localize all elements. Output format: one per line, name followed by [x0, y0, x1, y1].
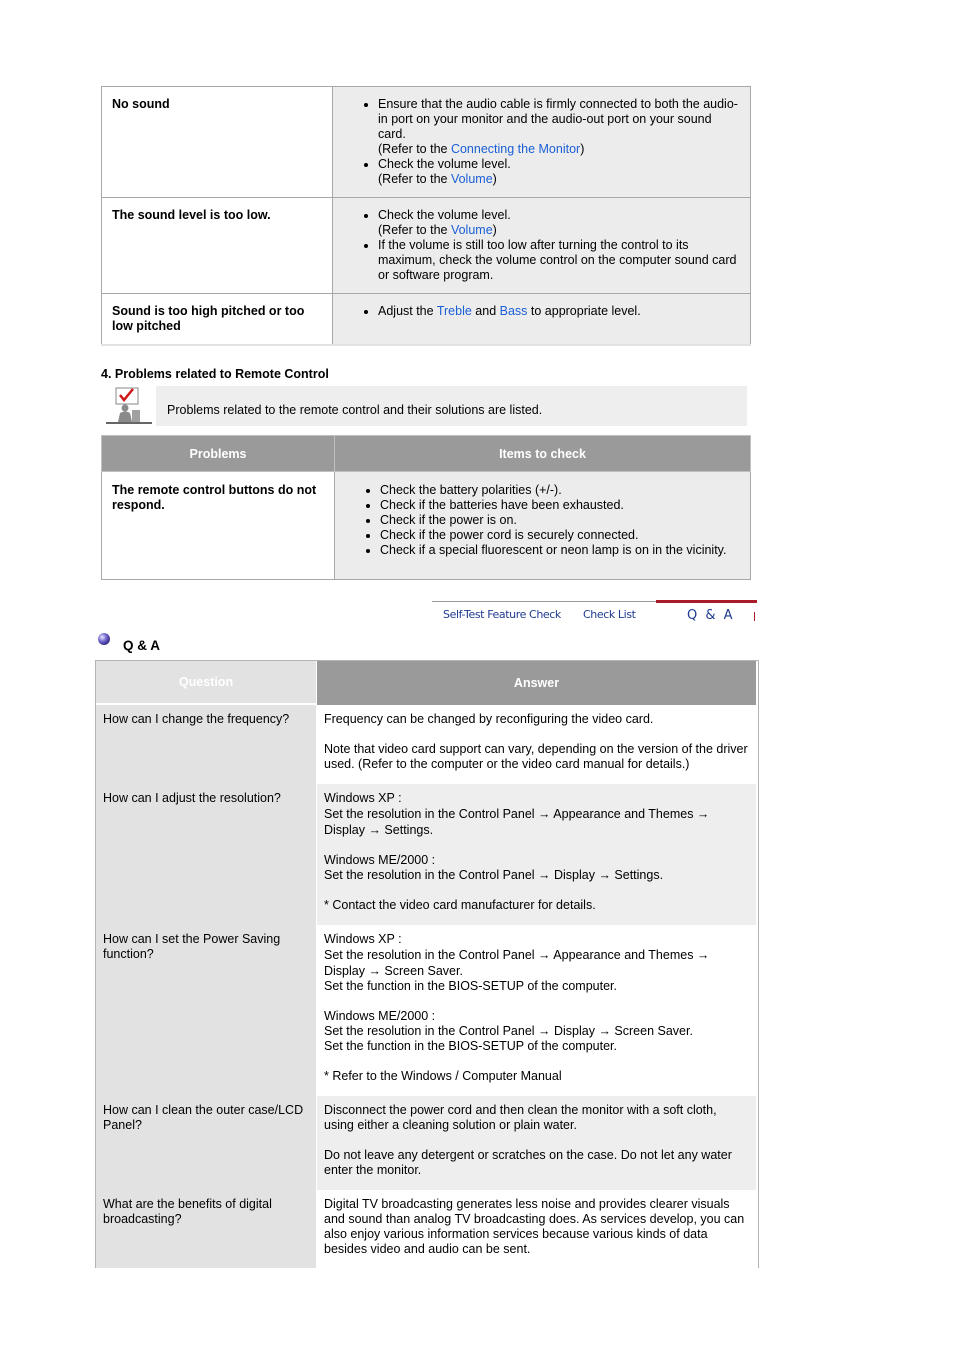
qa-title: Q & A — [123, 638, 160, 653]
table-row — [102, 87, 751, 198]
qa-table — [95, 661, 757, 1268]
question-header: Question — [96, 661, 316, 705]
table-header — [102, 436, 751, 472]
solution-list — [363, 208, 740, 283]
answer-cell: Windows XP : Set the resolution in the Control Panel → Appearance and Themes → Display → Settings. Windows ME/2000 : Set the resolution in the Control Panel → Display → Settings. * Contact the video card manufacturer for details. — [317, 784, 756, 925]
tab-qa[interactable]: Q & A — [687, 608, 735, 623]
list-item: • Ensure that the audio cable is firmly connected to both the audio-in port on your monitor and the audio-out port on your sound card. (Refer to the Connecting the Monitor) — [378, 97, 740, 157]
info-box — [156, 386, 747, 426]
answer-cell: Windows XP : Set the resolution in the Control Panel → Appearance and Themes → Display → Screen Saver. Set the function in the BIOS-SETUP of the computer. Windows ME/2000 : Set the resolution in the Control Panel → Display → Screen Saver. Set the function in the BIOS-SETUP of the computer. * Refer to the Windows / Computer Manual — [317, 925, 756, 1096]
tab-divider — [432, 601, 656, 602]
question-cell: How can I clean the outer case/LCD Panel? — [96, 1096, 316, 1190]
answer-cell: Digital TV broadcasting generates less noise and provides clearer visuals and sound than analog TV broadcasting does. As services develop, you can also enjoy various information services because various kinds of data besides video and audio can be sent. — [317, 1190, 756, 1268]
bullet-orb-icon — [97, 632, 111, 646]
question-cell: How can I set the Power Saving function? — [96, 925, 316, 1096]
list-item: • Check the volume level. (Refer to the Volume) — [378, 157, 740, 187]
solution-cell — [335, 472, 751, 580]
qa-table-container — [95, 660, 759, 1268]
answer-header: Answer — [317, 661, 756, 705]
list-item: • Check the volume level. (Refer to the Volume) — [378, 208, 740, 238]
list-item: • If the volume is still too low after turning the control to its maximum, check the volume control on the computer sound card or software program. — [378, 238, 740, 283]
tab-check-list[interactable]: Check List — [583, 608, 636, 621]
section-divider — [101, 344, 751, 346]
list-item: • Check if the power cord is securely connected. — [380, 528, 740, 543]
problems-header: Problems — [102, 436, 335, 472]
question-cell: What are the benefits of digital broadcasting? — [96, 1190, 316, 1268]
volume-link[interactable]: Volume — [450, 223, 493, 237]
list-item: • Adjust the Treble and Bass to appropriate level. — [378, 304, 740, 319]
bass-link[interactable]: Bass — [499, 304, 528, 318]
volume-link[interactable]: Volume — [450, 172, 493, 186]
question-cell: How can I adjust the resolution? — [96, 784, 316, 925]
solution-cell — [333, 87, 751, 198]
list-item: • Check if a special fluorescent or neon lamp is on in the vicinity. — [380, 543, 740, 558]
list-item: • Check if the batteries have been exhausted. — [380, 498, 740, 513]
solution-cell — [333, 294, 751, 345]
tab-end-marker — [754, 612, 755, 621]
problem-cell: No sound — [102, 87, 333, 198]
info-text: Problems related to the remote control and their solutions are listed. — [167, 403, 543, 417]
list-item: • Check if the power is on. — [380, 513, 740, 528]
active-tab-indicator — [656, 600, 757, 603]
table-row — [102, 198, 751, 294]
problem-cell: The sound level is too low. — [102, 198, 333, 294]
table-row — [102, 294, 751, 345]
list-item: • Check the battery polarities (+/-). — [380, 483, 740, 498]
table-row — [96, 1190, 756, 1268]
table-row — [96, 1096, 756, 1190]
table-row — [96, 784, 756, 925]
solution-list — [363, 304, 740, 319]
answer-cell: Frequency can be changed by reconfiguring the video card. Note that video card support can vary, depending on the version of the driver used. (Refer to the computer or the video card manual for details.) — [317, 705, 756, 784]
sound-problems-table — [101, 86, 751, 345]
solution-cell — [333, 198, 751, 294]
remote-problems-table — [101, 435, 751, 580]
treble-link[interactable]: Treble — [436, 304, 472, 318]
checklist-person-icon — [106, 386, 152, 424]
section-tabs — [432, 600, 757, 628]
problem-cell: The remote control buttons do not respond. — [102, 472, 335, 580]
table-row — [96, 925, 756, 1096]
table-row — [102, 472, 751, 580]
connecting-monitor-link[interactable]: Connecting the Monitor — [450, 142, 581, 156]
tab-self-test[interactable]: Self-Test Feature Check — [443, 608, 561, 621]
question-cell: How can I change the frequency? — [96, 705, 316, 784]
section-title: 4. Problems related to Remote Control — [101, 367, 329, 381]
table-header — [96, 661, 756, 705]
answer-cell: Disconnect the power cord and then clean the monitor with a soft cloth, using either a cleaning solution or plain water. Do not leave any detergent or scratches on the case. Do not let any water enter the monitor. — [317, 1096, 756, 1190]
check-list — [365, 483, 740, 558]
table-row — [96, 705, 756, 784]
items-to-check-header: Items to check — [335, 436, 751, 472]
solution-list — [363, 97, 740, 187]
problem-cell: Sound is too high pitched or too low pitched — [102, 294, 333, 345]
